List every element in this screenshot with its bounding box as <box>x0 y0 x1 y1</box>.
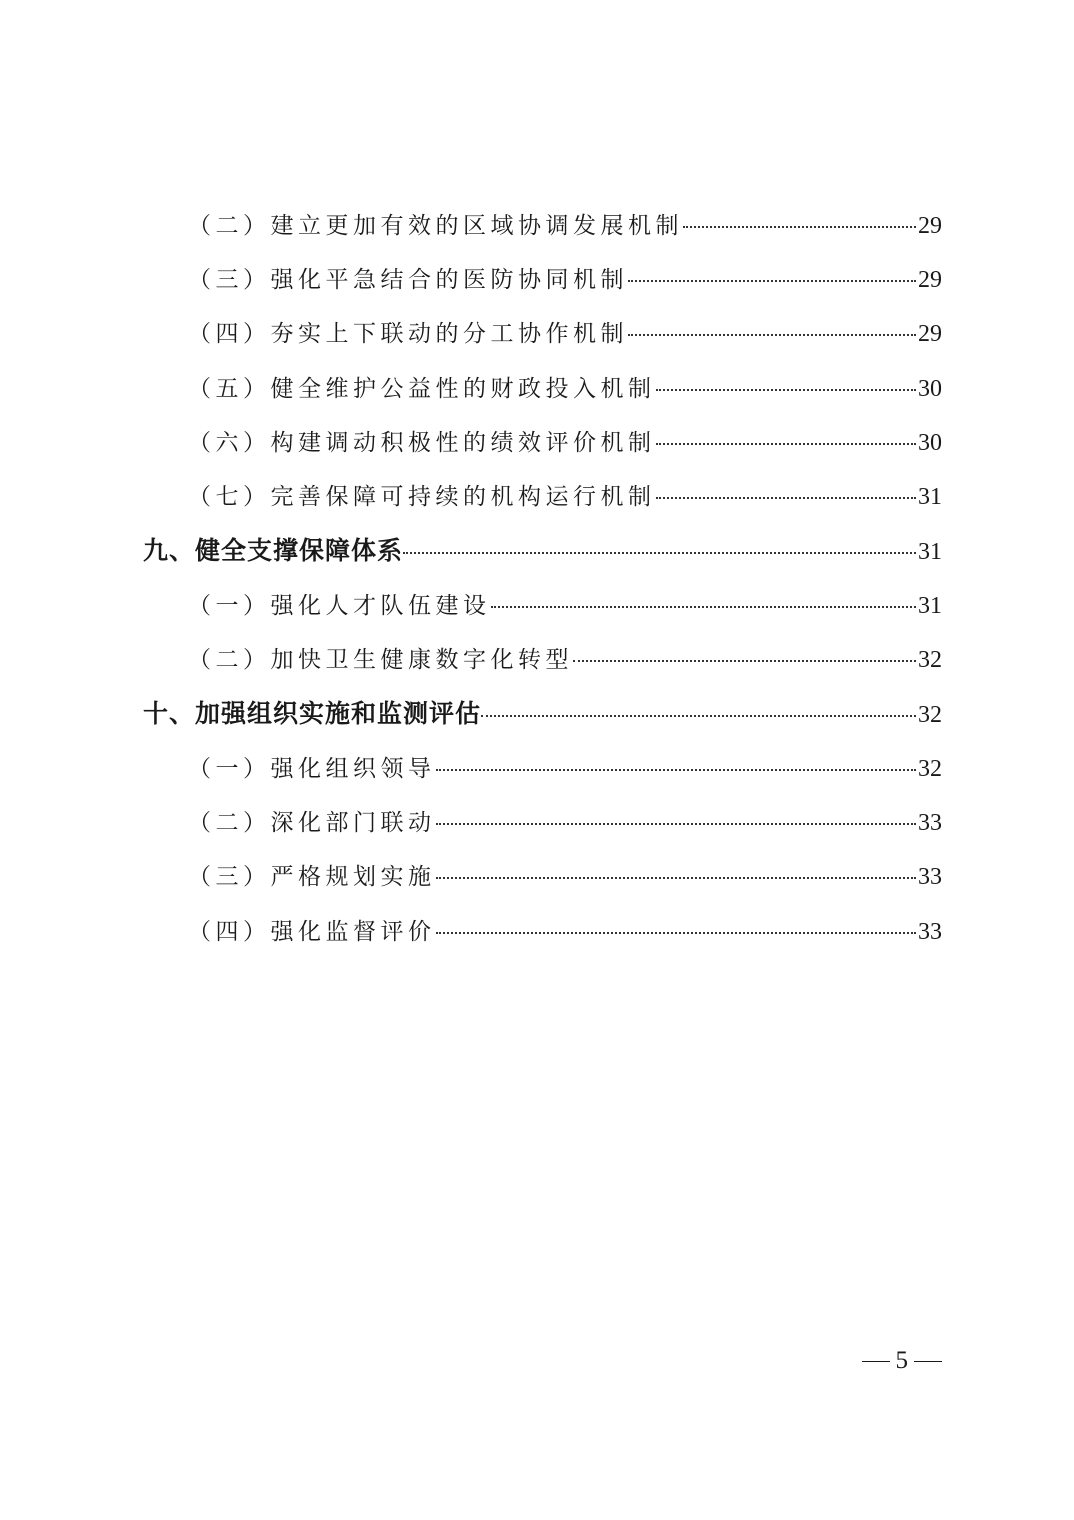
toc-dot-leader <box>491 606 917 608</box>
toc-section-entry[interactable] <box>0 685 1074 739</box>
toc-subsection-entry[interactable] <box>0 467 1074 521</box>
toc-page-number: 29 <box>918 266 942 293</box>
toc-dot-leader <box>436 823 917 825</box>
toc-entry-line <box>188 207 1074 240</box>
toc-entry-line <box>188 370 1074 403</box>
toc-entry-line <box>188 315 1074 348</box>
toc-entry-line <box>188 641 1074 674</box>
page-footer <box>862 1347 943 1375</box>
toc-entry-line <box>188 804 1074 837</box>
toc-entry-title: 九、健全支撑保障体系 <box>143 535 404 565</box>
toc-entry-line <box>188 261 1074 294</box>
toc-entry-line <box>188 750 1074 783</box>
toc-subsection-entry[interactable] <box>0 576 1074 630</box>
toc-entry-title: （一）强化人才队伍建设 <box>188 592 491 619</box>
toc-entry-line <box>188 587 1074 620</box>
toc-subsection-entry[interactable] <box>0 413 1074 467</box>
toc-page-number: 29 <box>918 321 942 348</box>
toc-page-number: 32 <box>918 647 942 674</box>
toc-page-number: 32 <box>918 701 942 728</box>
toc-subsection-entry[interactable] <box>0 196 1074 250</box>
toc-page-number: 31 <box>918 538 942 565</box>
toc-entry-title: （四）强化监督评价 <box>188 918 436 945</box>
toc-entry-title: （三）强化平急结合的医防协同机制 <box>188 266 628 293</box>
toc-subsection-entry[interactable] <box>0 250 1074 304</box>
toc-entry-line <box>143 694 1074 730</box>
toc-dot-leader <box>481 715 916 717</box>
toc-page-number: 32 <box>918 755 942 782</box>
toc-subsection-entry[interactable] <box>0 793 1074 847</box>
toc-dot-leader <box>628 280 916 282</box>
toc-dot-leader <box>656 443 917 445</box>
toc-subsection-entry[interactable] <box>0 739 1074 793</box>
toc-entry-title: （四）夯实上下联动的分工协作机制 <box>188 321 628 348</box>
toc-dot-leader <box>573 660 916 662</box>
toc-page-number: 29 <box>918 212 942 239</box>
toc-entry-title: （六）构建调动积极性的绩效评价机制 <box>188 429 656 456</box>
toc-dot-leader <box>683 226 916 228</box>
toc-dot-leader <box>656 389 917 391</box>
table-of-contents <box>0 196 1074 956</box>
toc-entry-title: （二）建立更加有效的区域协调发展机制 <box>188 212 683 239</box>
toc-subsection-entry[interactable] <box>0 848 1074 902</box>
page-number: 5 <box>895 1347 908 1374</box>
toc-entry-title: （三）严格规划实施 <box>188 864 436 891</box>
toc-subsection-entry[interactable] <box>0 902 1074 956</box>
toc-subsection-entry[interactable] <box>0 359 1074 413</box>
toc-entry-title: （五）健全维护公益性的财政投入机制 <box>188 375 656 402</box>
toc-page-number: 30 <box>918 375 942 402</box>
toc-dot-leader <box>403 552 916 554</box>
footer-dash-right <box>914 1361 942 1362</box>
toc-entry-title: （一）强化组织领导 <box>188 755 436 782</box>
toc-dot-leader <box>656 497 917 499</box>
toc-page-number: 33 <box>918 864 942 891</box>
toc-section-entry[interactable] <box>0 522 1074 576</box>
toc-dot-leader <box>436 877 917 879</box>
toc-page-number: 31 <box>918 484 942 511</box>
toc-entry-line <box>188 424 1074 457</box>
toc-subsection-entry[interactable] <box>0 305 1074 359</box>
toc-entry-line <box>188 913 1074 946</box>
toc-dot-leader <box>436 932 917 934</box>
toc-entry-title: 十、加强组织实施和监测评估 <box>143 698 482 728</box>
toc-subsection-entry[interactable] <box>0 630 1074 684</box>
toc-entry-line <box>188 478 1074 511</box>
toc-page-number: 31 <box>918 592 942 619</box>
toc-entry-title: （二）深化部门联动 <box>188 809 436 836</box>
toc-entry-title: （二）加快卫生健康数字化转型 <box>188 647 573 674</box>
toc-entry-title: （七）完善保障可持续的机构运行机制 <box>188 484 656 511</box>
toc-entry-line <box>143 531 1074 567</box>
toc-page-number: 33 <box>918 809 942 836</box>
toc-entry-line <box>188 858 1074 891</box>
toc-dot-leader <box>628 334 916 336</box>
toc-dot-leader <box>436 769 917 771</box>
toc-page-number: 33 <box>918 918 942 945</box>
footer-dash-left <box>862 1361 890 1362</box>
toc-page-number: 30 <box>918 429 942 456</box>
